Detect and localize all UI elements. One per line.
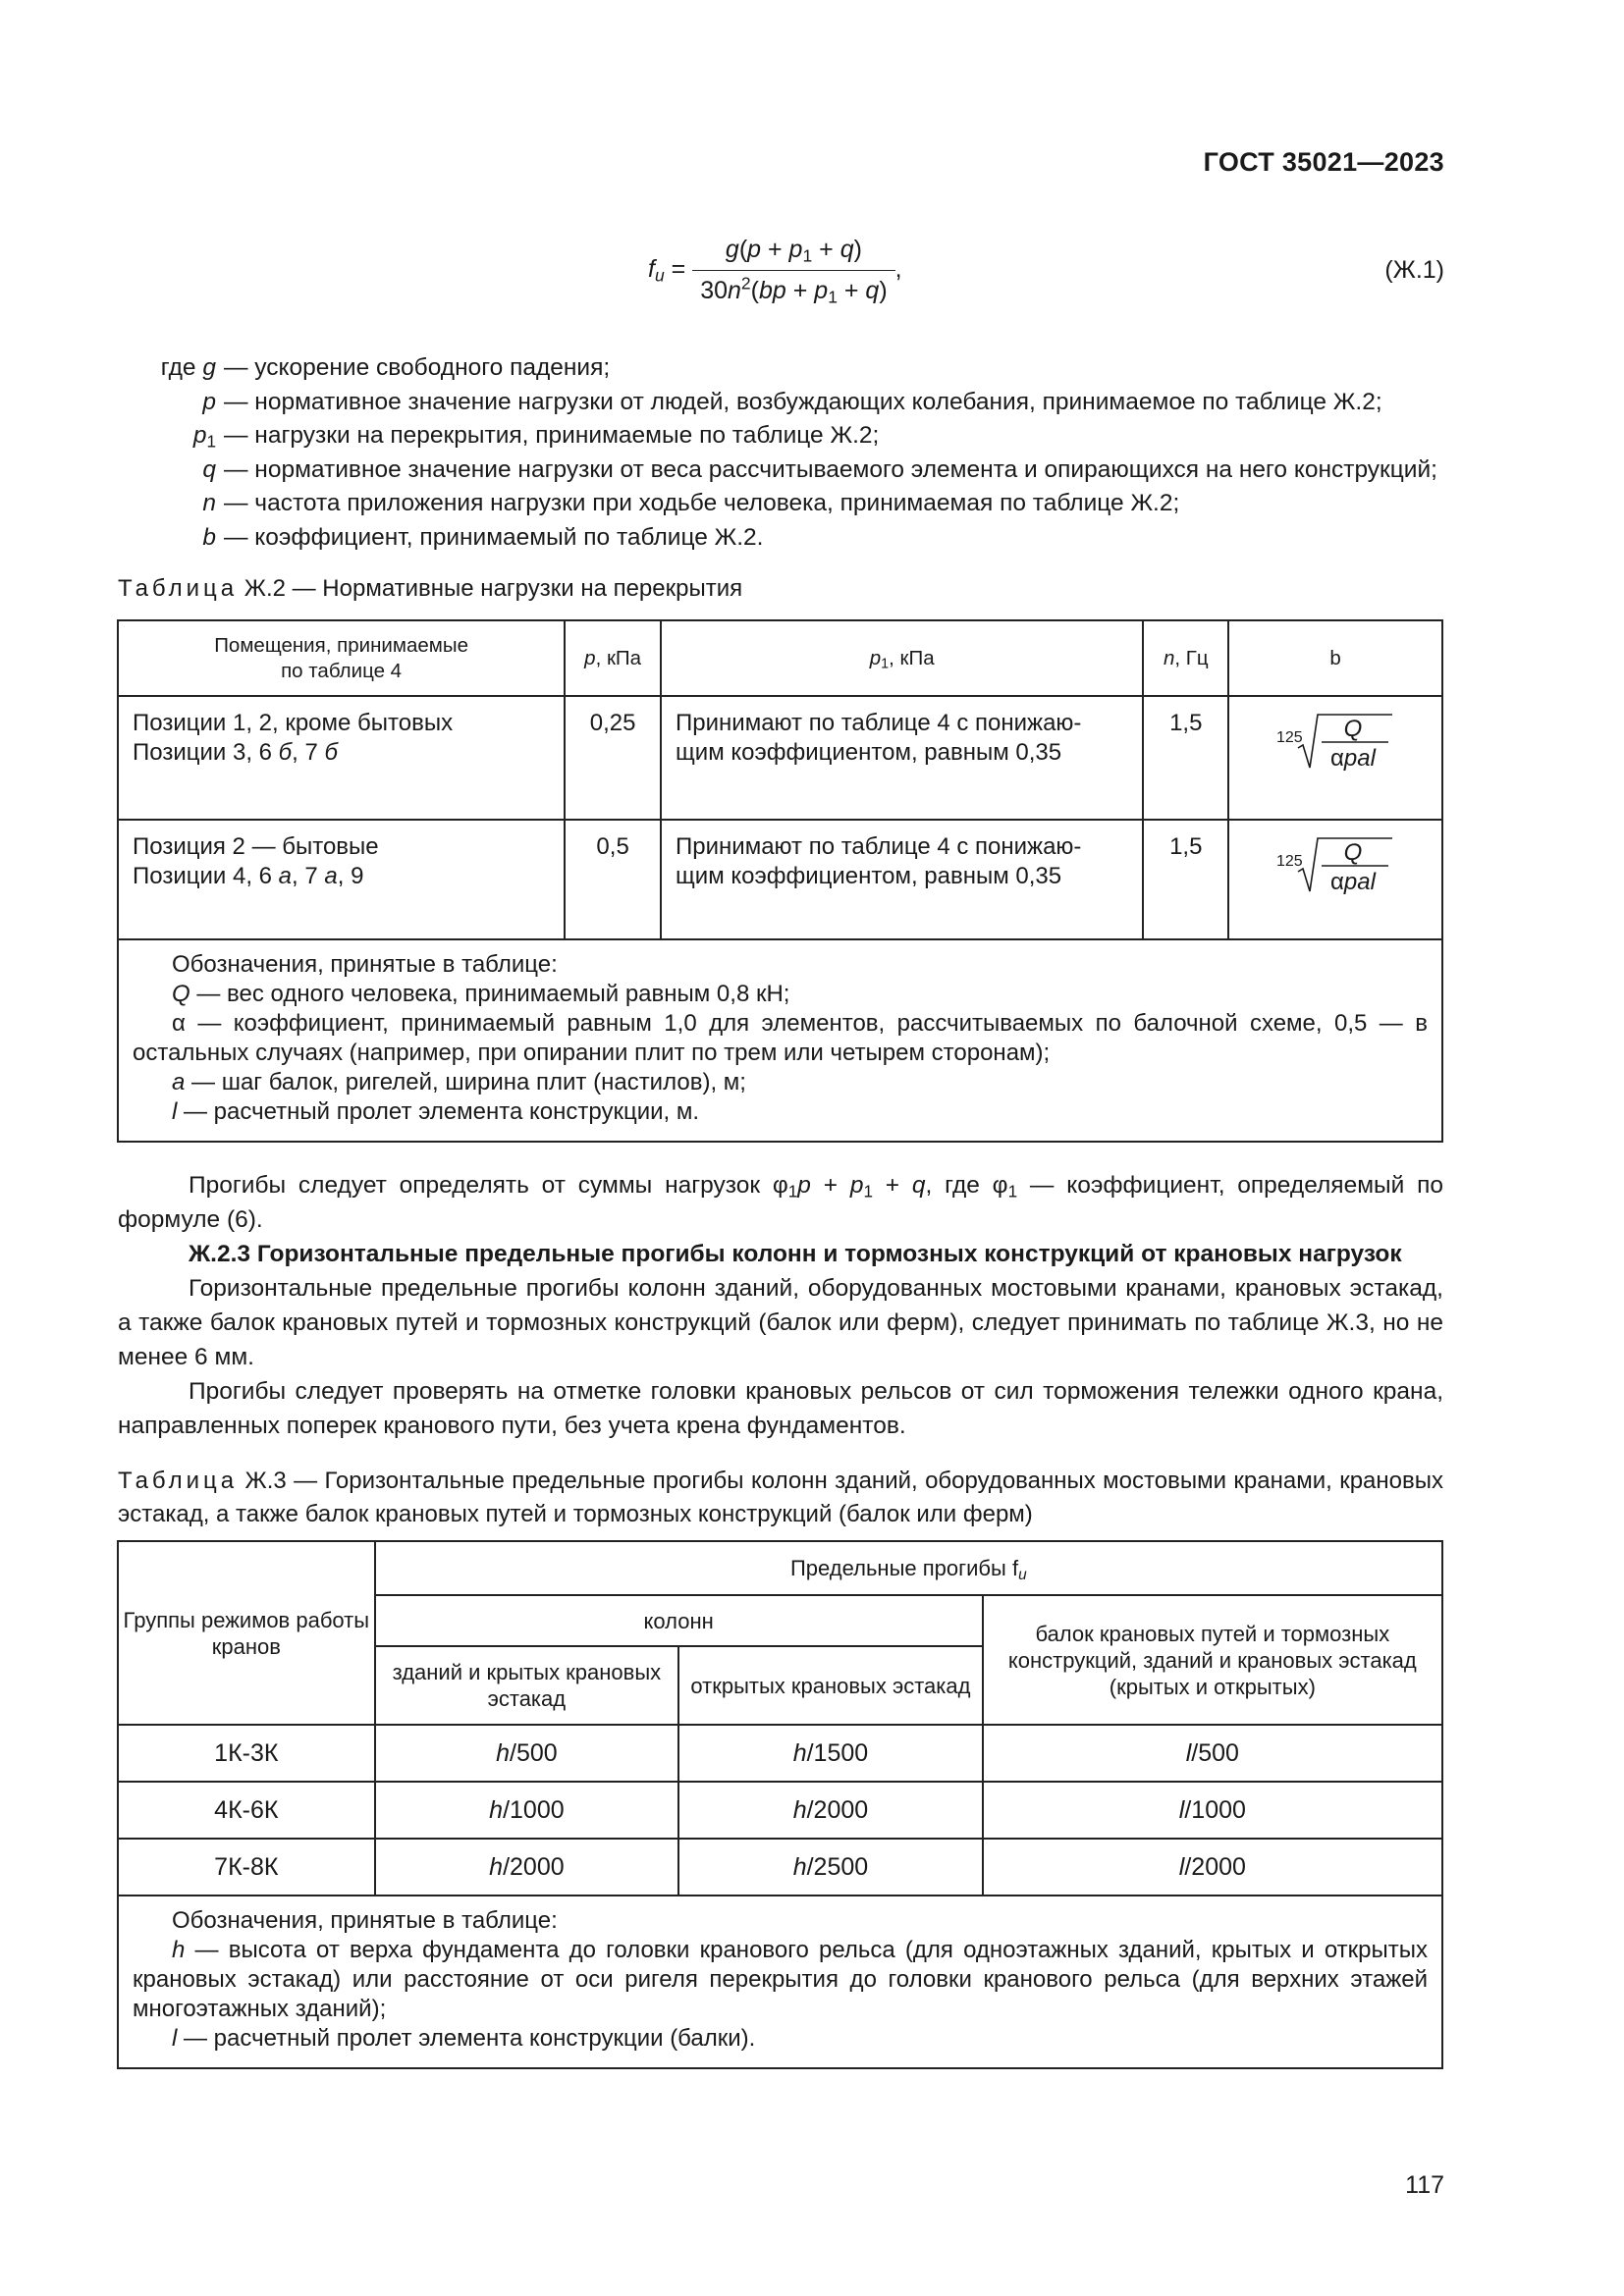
- svg-text:Q: Q: [1343, 839, 1363, 866]
- root-formula-icon: [1276, 705, 1394, 772]
- table2-header-p: p, кПа: [565, 620, 661, 696]
- table3-beams-cell: l/500: [983, 1725, 1442, 1782]
- table2-header-row: [118, 620, 1442, 696]
- table3-header-columns: колонн: [375, 1595, 983, 1646]
- table2-header-p1: $p_1$, кПа: [661, 620, 1143, 696]
- svg-text:Q: Q: [1343, 716, 1363, 742]
- svg-text:125: 125: [1276, 853, 1303, 870]
- table3-beams-cell: l/2000: [983, 1839, 1442, 1896]
- table3-header-row: [118, 1541, 1442, 1595]
- table3-group-cell: 4К-6К: [118, 1782, 375, 1839]
- table2-rooms-cell: Позиции 1, 2, кроме бытовых Позиции 3, 6 б, 7 б: [118, 696, 565, 820]
- root-formula-icon: [1276, 828, 1394, 895]
- formula-number: (Ж.1): [1384, 256, 1444, 284]
- table2-b-cell: [1228, 696, 1442, 820]
- table3-header-beams: балок крановых путей и тормозных конструкций, зданий и крановых эстакад (крытых и открытых): [983, 1595, 1442, 1725]
- table3-buildings-cell: h/1000: [375, 1782, 679, 1839]
- table-zh2: [117, 619, 1443, 1143]
- paragraph-horizontal-limits: Горизонтальные предельные прогибы колонн зданий, оборудованных мостовыми кранами, крановых эстакад, а также балок крановых путей и тормозных конструкций (балок или ферм), следует принимать по таблице Ж.3, но не менее 6 мм.: [118, 1275, 1443, 1370]
- table-row: [118, 1839, 1442, 1896]
- table2-p1-cell: Принимают по таблице 4 с понижаю- щим коэффициентом, равным 0,35: [661, 820, 1143, 939]
- table3-header-groups: Группы режимов работы кранов: [118, 1541, 375, 1725]
- svg-text:125: 125: [1276, 729, 1303, 746]
- table2-header-b: b: [1228, 620, 1442, 696]
- table-zh3: [117, 1540, 1443, 2069]
- paragraph-check: Прогибы следует проверять на отметке головки крановых рельсов от сил торможения тележки одного крана, направленных поперек кранового пути, без учета крена фундаментов.: [118, 1378, 1443, 1439]
- table3-beams-cell: l/1000: [983, 1782, 1442, 1839]
- table3-open-cell: h/2000: [678, 1782, 983, 1839]
- table3-header-limit: Предельные прогибы $f_u$: [375, 1541, 1442, 1595]
- variable-definitions: [118, 351, 1443, 555]
- table3-notes-row: [118, 1896, 1442, 2068]
- table2-n-cell: 1,5: [1143, 696, 1228, 820]
- table2-n-cell: 1,5: [1143, 820, 1228, 939]
- table2-header-rooms: Помещения, принимаемые по таблице 4: [118, 620, 565, 696]
- definition-g: где g — ускорение свободного падения;: [160, 354, 611, 381]
- definition-n: n — частота приложения нагрузки при ходьбе человека, принимаемая по таблице Ж.2;: [202, 490, 1180, 516]
- table3-group-cell: 1К-3К: [118, 1725, 375, 1782]
- table-row: [118, 820, 1442, 939]
- formula-zh1: $f_u$ = $\frac{g(p + p_1 + q)}{30n^2(bp + p_1 + q)}$ ,: [648, 236, 902, 307]
- table-row: [118, 1725, 1442, 1782]
- table3-header-open: открытых крановых эстакад: [678, 1646, 983, 1725]
- paragraph-deflection-sum: Прогибы следует определять от суммы нагрузок $\varphi_1p + p_1 + q$, где $\varphi_1$ — коэффициент, определяемый по формуле (6).: [118, 1172, 1444, 1233]
- table2-rooms-cell: Позиция 2 — бытовые Позиции 4, 6 а, 7 а, 9: [118, 820, 565, 939]
- document-header: ГОСТ 35021—2023: [1203, 147, 1444, 177]
- table2-header-n: n, Гц: [1143, 620, 1228, 696]
- table3-open-cell: h/1500: [678, 1725, 983, 1782]
- table2-b-cell: [1228, 820, 1442, 939]
- table3-open-cell: h/2500: [678, 1839, 983, 1896]
- definition-p: p — нормативное значение нагрузки от людей, возбуждающих колебания, принимаемое по таблице Ж.2;: [202, 388, 1382, 415]
- table-row: [118, 696, 1442, 820]
- definition-b: b — коэффициент, принимаемый по таблице Ж.2.: [202, 523, 764, 551]
- table3-group-cell: 7К-8К: [118, 1839, 375, 1896]
- table3-notes: Обозначения, принятые в таблице: h — высота от верха фундамента до головки кранового рельса (для одноэтажных зданий, крытых и открытых крановых эстакад) или расстояние от оси ригеля перекрытия до головки кранового рельса (для верхних этажей многоэтажных зданий); l — расчетный пролет элемента конструкции (балки).: [118, 1896, 1442, 2068]
- page-number: 117: [1405, 2171, 1444, 2199]
- definition-p1: $p_1$ — нагрузки на перекрытия, принимаемые по таблице Ж.2;: [192, 422, 880, 452]
- svg-text:αpal: αpal: [1330, 869, 1377, 895]
- definition-q: q — нормативное значение нагрузки от веса рассчитываемого элемента и опирающихся на него конструкций;: [202, 455, 1437, 483]
- table3-buildings-cell: h/2000: [375, 1839, 679, 1896]
- table3-buildings-cell: h/500: [375, 1725, 679, 1782]
- section-title: Ж.2.3 Горизонтальные предельные прогибы колонн и тормозных конструкций от крановых нагрузок: [189, 1241, 1402, 1267]
- table2-caption: Таблица Ж.2 — Нормативные нагрузки на перекрытия: [118, 575, 743, 602]
- svg-text:αpal: αpal: [1330, 745, 1377, 772]
- table3-caption: Таблица Ж.3 — Горизонтальные предельные прогибы колонн зданий, оборудованных мостовыми кранами, крановых эстакад, а также балок крановых путей и тормозных конструкций (балок или ферм): [118, 1468, 1443, 1527]
- table2-p-cell: 0,25: [565, 696, 661, 820]
- table3-header-buildings: зданий и крытых крановых эстакад: [375, 1646, 679, 1725]
- table2-p1-cell: Принимают по таблице 4 с понижаю- щим коэффициентом, равным 0,35: [661, 696, 1143, 820]
- table2-notes: Обозначения, принятые в таблице: Q — вес одного человека, принимаемый равным 0,8 кН; α — коэффициент, принимаемый равным 1,0 для элементов, рассчитываемых по балочной схеме, 0,5 — в остальных случаях (например, при опирании плит по трем или четырем сторонам); a — шаг балок, ригелей, ширина плит (настилов), м; l — расчетный пролет элемента конструкции, м.: [118, 939, 1442, 1142]
- table2-p-cell: 0,5: [565, 820, 661, 939]
- table-row: [118, 1782, 1442, 1839]
- table2-notes-row: [118, 939, 1442, 1142]
